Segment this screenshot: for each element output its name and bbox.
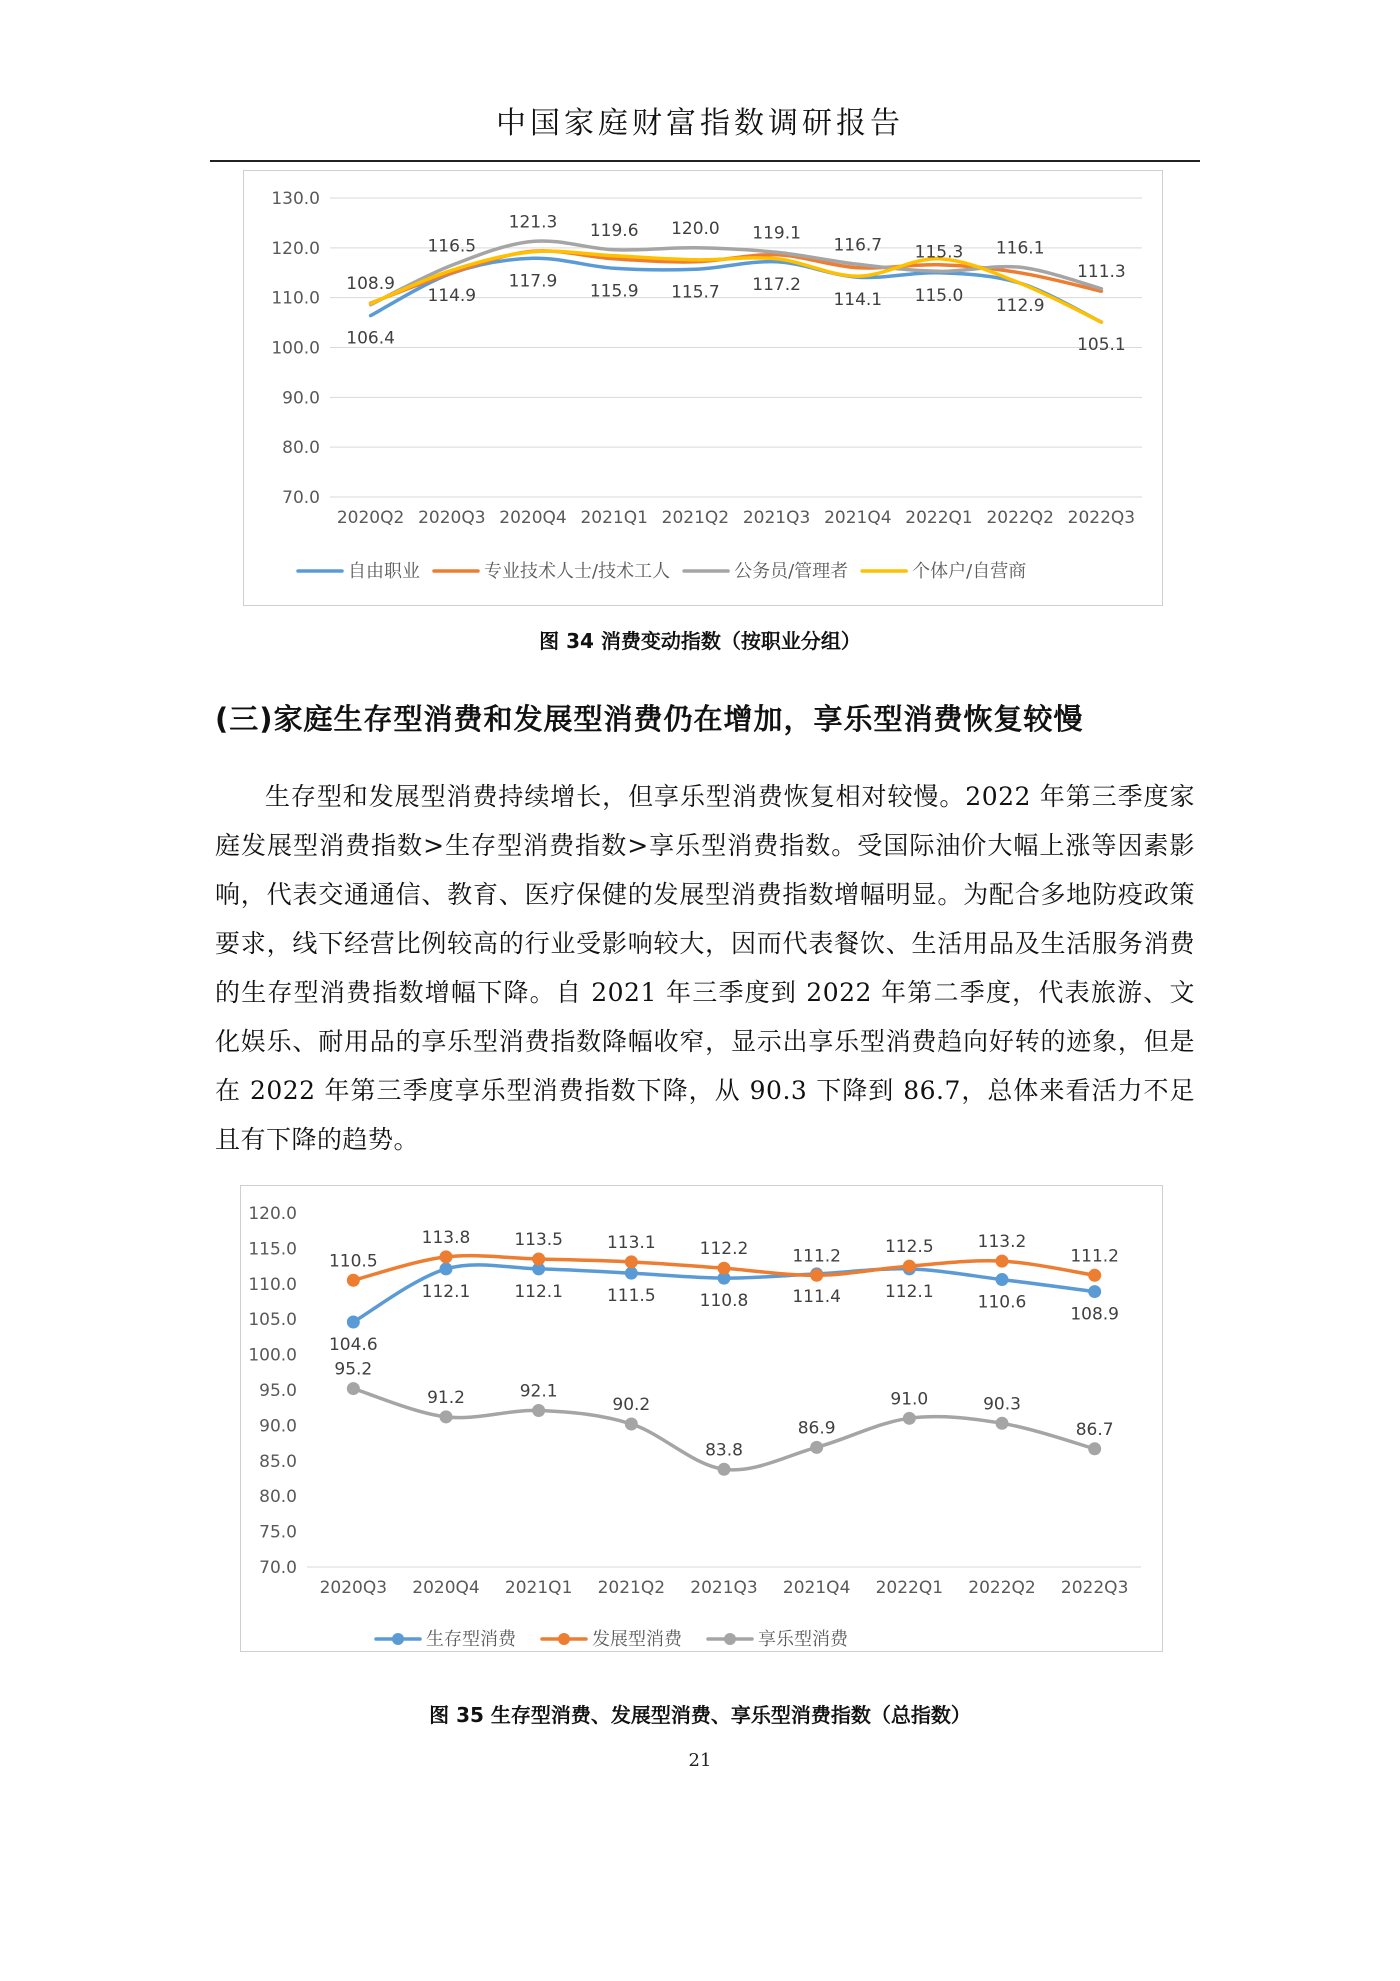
x-tick-label: 2022Q2 [968, 1578, 1036, 1598]
data-label: 111.3 [1077, 262, 1126, 283]
series-point [440, 1410, 453, 1423]
y-tick-label: 70.0 [282, 488, 320, 508]
data-label: 114.1 [833, 290, 883, 311]
series-point [996, 1417, 1009, 1430]
figure-34-chart [243, 170, 1163, 606]
data-label: 91.0 [890, 1389, 929, 1410]
series-point [625, 1255, 638, 1268]
series-point [532, 1404, 545, 1417]
page-number: 21 [688, 1750, 712, 1771]
data-label: 90.2 [612, 1394, 651, 1415]
series-point [810, 1441, 823, 1454]
data-label: 113.8 [421, 1227, 471, 1248]
data-label: 110.8 [699, 1291, 749, 1312]
data-label: 114.9 [427, 286, 477, 307]
legend-marker [724, 1633, 736, 1645]
series-point [625, 1267, 638, 1280]
data-label: 121.3 [508, 212, 558, 233]
data-label: 119.1 [752, 223, 801, 244]
x-tick-label: 2021Q3 [690, 1578, 758, 1598]
data-label: 110.5 [328, 1251, 378, 1272]
data-label: 90.3 [983, 1394, 1021, 1415]
y-tick-label: 110.0 [271, 288, 320, 309]
y-tick-label: 100.0 [271, 338, 320, 359]
data-label: 120.0 [671, 218, 720, 239]
x-tick-label: 2022Q3 [1060, 1578, 1129, 1598]
header-divider [210, 160, 1200, 162]
figure-34-svg [244, 171, 1162, 605]
series-point [996, 1273, 1009, 1286]
series-point [1088, 1442, 1101, 1455]
series-point [347, 1274, 360, 1287]
legend-label: 个体户/自营商 [912, 561, 1027, 582]
data-label: 92.1 [519, 1381, 558, 1402]
x-tick-label: 2021Q2 [661, 508, 730, 528]
legend-label: 专业技术人士/技术工人 [484, 561, 671, 582]
x-tick-label: 2021Q2 [597, 1578, 666, 1598]
report-header-title: 中国家庭财富指数调研报告 [496, 106, 904, 141]
data-label: 83.8 [705, 1440, 743, 1461]
y-tick-label: 115.0 [248, 1239, 297, 1260]
series-point [347, 1316, 360, 1329]
data-label: 115.3 [914, 242, 964, 263]
x-tick-label: 2021Q4 [824, 508, 892, 528]
x-tick-label: 2022Q2 [986, 508, 1054, 528]
series-point [440, 1250, 453, 1263]
series-point [810, 1269, 823, 1282]
x-tick-label: 2022Q1 [875, 1578, 944, 1598]
y-tick-label: 80.0 [282, 438, 320, 459]
y-tick-label: 90.0 [259, 1416, 297, 1437]
series-point [532, 1253, 545, 1266]
y-tick-label: 75.0 [259, 1522, 297, 1543]
data-label: 117.2 [752, 274, 801, 295]
y-tick-label: 95.0 [259, 1381, 297, 1401]
data-label: 112.9 [995, 296, 1045, 317]
series-point [347, 1382, 360, 1395]
series-point [440, 1262, 453, 1275]
data-label: 86.7 [1075, 1419, 1114, 1440]
y-tick-label: 110.0 [248, 1274, 297, 1295]
data-label: 113.1 [606, 1232, 656, 1253]
data-label: 86.9 [797, 1418, 836, 1439]
x-tick-label: 2021Q1 [580, 508, 648, 528]
data-label: 111.5 [606, 1286, 656, 1307]
x-tick-label: 2021Q1 [504, 1578, 573, 1598]
x-tick-label: 2020Q4 [499, 508, 567, 528]
data-label: 119.6 [589, 220, 639, 241]
series-point [903, 1412, 916, 1425]
data-label: 112.5 [884, 1237, 934, 1258]
y-tick-label: 130.0 [271, 189, 320, 209]
y-tick-label: 100.0 [248, 1345, 297, 1366]
y-tick-label: 105.0 [248, 1310, 297, 1331]
section-heading: (三)家庭生存型消费和发展型消费仍在增加，享乐型消费恢复较慢 [215, 702, 1084, 736]
x-tick-label: 2020Q4 [412, 1578, 480, 1598]
x-tick-label: 2020Q2 [336, 508, 405, 528]
series-point [1088, 1269, 1101, 1282]
figure-35-chart [240, 1185, 1163, 1652]
series-point [903, 1260, 916, 1273]
data-label: 91.2 [427, 1387, 465, 1408]
y-tick-label: 120.0 [248, 1204, 297, 1224]
legend-label: 生存型消费 [426, 1629, 516, 1650]
x-tick-label: 2020Q3 [418, 508, 486, 528]
data-label: 108.9 [346, 274, 395, 295]
data-label: 112.1 [884, 1281, 934, 1302]
x-tick-label: 2020Q3 [319, 1578, 388, 1598]
section-paragraph: 生存型和发展型消费持续增长，但享乐型消费恢复相对较慢。2022 年第三季度家庭发展型消费指数>生存型消费指数>享乐型消费指数。受国际油价大幅上涨等因素影响，代表交通通信、教育、医疗保健的发展型消费指数增幅明显。为配合多地防疫政策要求，线下经营比例较高的行业受影响较大，因而代表餐饮、生活用品及生活服务消费的生存型消费指数增幅下降。自 2021 年三季度到 2022 年第二季度，代表旅游、文化娱乐、耐用品的享乐型消费指数降幅收窄，显示出享乐型消费趋向好转的迹象，但是在 2022 年第三季度享乐型消费指数下降，从 90.3 下降到 86.7，总体来看活力不足且有下降的趋势。 [215, 782, 1195, 1154]
series-point [1088, 1285, 1101, 1298]
data-label: 113.5 [514, 1230, 564, 1251]
y-tick-label: 85.0 [259, 1451, 297, 1472]
x-tick-label: 2022Q3 [1067, 508, 1136, 528]
figure-35-svg [241, 1186, 1162, 1651]
y-tick-label: 90.0 [282, 388, 320, 409]
data-label: 112.1 [421, 1281, 471, 1302]
data-label: 108.9 [1070, 1304, 1120, 1325]
data-label: 111.2 [792, 1246, 842, 1267]
data-label: 110.6 [977, 1292, 1027, 1313]
data-label: 115.9 [589, 281, 639, 302]
data-label: 115.0 [914, 285, 964, 306]
data-label: 116.1 [995, 238, 1045, 259]
figure-34-caption: 图 34 消费变动指数（按职业分组） [539, 629, 861, 653]
data-label: 104.6 [328, 1335, 378, 1356]
data-label: 95.2 [334, 1359, 373, 1380]
data-label: 116.7 [833, 235, 883, 256]
data-label: 106.4 [346, 328, 395, 349]
legend-label: 发展型消费 [592, 1629, 682, 1650]
x-tick-label: 2022Q1 [905, 508, 973, 528]
data-label: 112.2 [699, 1239, 749, 1260]
y-tick-label: 70.0 [259, 1558, 297, 1578]
data-label: 113.2 [977, 1232, 1027, 1253]
legend-label: 享乐型消费 [758, 1629, 848, 1650]
legend-label: 自由职业 [348, 561, 420, 582]
series-line [371, 251, 1102, 322]
data-label: 117.9 [508, 271, 558, 292]
data-label: 111.2 [1070, 1246, 1120, 1267]
data-label: 115.7 [671, 282, 720, 303]
series-point [625, 1417, 638, 1430]
y-tick-label: 80.0 [259, 1487, 297, 1508]
x-tick-label: 2021Q4 [782, 1578, 851, 1598]
data-label: 111.4 [792, 1286, 842, 1307]
legend-marker [558, 1633, 570, 1645]
data-label: 105.1 [1077, 335, 1126, 356]
data-label: 112.1 [514, 1281, 564, 1302]
data-label: 116.5 [427, 236, 477, 257]
figure-35-caption: 图 35 生存型消费、发展型消费、享乐型消费指数（总指数） [429, 1703, 971, 1727]
series-point [718, 1463, 731, 1476]
series-point [996, 1255, 1009, 1268]
legend-marker [392, 1633, 404, 1645]
x-tick-label: 2021Q3 [742, 508, 811, 528]
legend-label: 公务员/管理者 [734, 561, 849, 582]
series-point [718, 1262, 731, 1275]
y-tick-label: 120.0 [271, 238, 320, 259]
